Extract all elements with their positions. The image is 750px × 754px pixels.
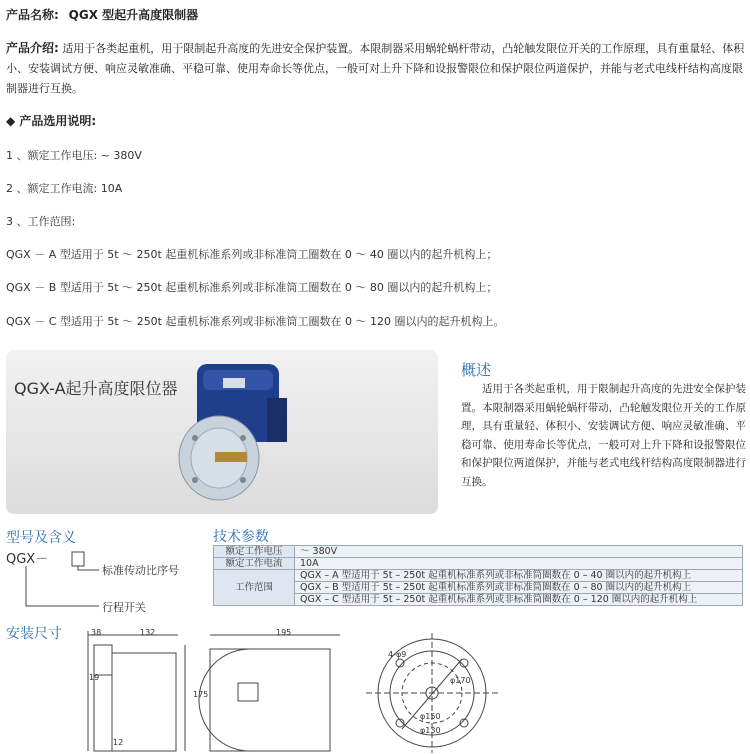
install-drawing (80, 625, 750, 754)
model-label-ratio: 标准传动比序号 (102, 564, 179, 577)
tech-value-current: 10A (295, 558, 743, 570)
table-row (214, 558, 743, 570)
tech-value-voltage: ～ 380V (295, 546, 743, 558)
dim-phi130: φ130 (420, 726, 441, 735)
model-code: QGX－ (6, 552, 49, 567)
dim-195: 195 (276, 628, 292, 637)
model-label-switch: 行程开关 (102, 601, 146, 614)
product-name-value: QGX 型起升高度限制器 (68, 8, 199, 22)
dim-38: 38 (91, 628, 102, 637)
tech-heading: 技术参数 (213, 529, 269, 545)
usage-item-model-b: QGX － B 型适用于 5t ～ 250t 起重机标准系列或非标准筒工圈数在 0 ～ 80 圈以内的起升机构上； (6, 281, 498, 294)
tech-value-range-c: QGX – C 型适用于 5t – 250t 起重机标准系列或非标准筒圈数在 0 – 120 圈以内的起升机构上 (295, 594, 743, 606)
tech-key-range: 工作范围 (214, 570, 295, 606)
usage-item-current: 2 、额定工作电流: 10A (6, 182, 123, 195)
dim-phi150: φ150 (420, 712, 441, 721)
overview-title: 概述 (461, 361, 492, 379)
tech-value-range-b: QGX – B 型适用于 5t – 250t 起重机标准系列或非标准筒圈数在 0 – 80 圈以内的起升机构上 (295, 582, 743, 594)
intro-text: 适用于各类起重机，用于限制起升高度的先进安全保护装置。本限制器采用蜗轮蜗杆带动，凸轮触发限位开关的工作原理，具有重量轻、体积小、安装调试方便、响应灵敏准确、平稳可靠、使用寿命长等优点，一般可对上升下降和设报警限位和保护限位两道保护，并能与老式电线杆结构高度限制器进行互换。 (6, 42, 745, 95)
usage-heading: ◆ 产品选用说明: (6, 114, 97, 128)
overview-text: 适用于各类起重机，用于限制起升高度的先进安全保护装置。本限制器采用蜗轮蜗杆带动，凸轮触发限位开关的工作原理，具有重量轻、体积小、安装调试方便、响应灵敏准确、平稳可靠、使用寿命长等优点，一般可对上升下降和设报警限位和保护限位两道保护，并能与老式电线杆结构高度限制器进行互换。 (461, 383, 746, 488)
device-shaft (215, 452, 247, 462)
model-heading: 型号及含义 (6, 530, 76, 546)
dim-12: 12 (113, 738, 124, 747)
dim-4-phi9: 4-φ9 (388, 650, 407, 659)
model-code-box (72, 552, 84, 566)
intro-label: 产品介绍: (6, 41, 59, 55)
product-name (6, 6, 198, 23)
dim-132: 132 (140, 628, 156, 637)
table-row (214, 570, 743, 582)
usage-item-voltage: 1 、额定工作电压: ~ 380V (6, 149, 142, 162)
device-photo (175, 358, 295, 508)
device-nameplate (223, 378, 245, 388)
tech-value-range-a: QGX – A 型适用于 5t – 250t 起重机标准系列或非标准筒圈数在 0 – 40 圈以内的起升机构上 (295, 570, 743, 582)
product-name-label: 产品名称: (6, 8, 59, 22)
dim-19: 19 (89, 673, 100, 682)
tech-key-voltage: 额定工作电压 (214, 546, 295, 558)
tech-table (213, 545, 743, 606)
panel-title: QGX-A起升高度限位器 (14, 379, 178, 398)
product-intro (6, 38, 746, 99)
install-heading: 安装尺寸 (6, 626, 62, 642)
dim-175: 175 (193, 690, 209, 699)
usage-item-model-a: QGX － A 型适用于 5t ～ 250t 起重机标准系列或非标准筒工圈数在 0 ～ 40 圈以内的起升机构上； (6, 248, 498, 261)
table-row (214, 546, 743, 558)
usage-item-model-c: QGX － C 型适用于 5t ～ 250t 起重机标准系列或非标准筒工圈数在 0 ～ 120 圈以内的起升机构上。 (6, 315, 505, 328)
dim-phi170: φ170 (450, 676, 471, 685)
device-side (267, 398, 287, 442)
tech-key-current: 额定工作电流 (214, 558, 295, 570)
usage-item-range: 3 、工作范围: (6, 215, 76, 228)
